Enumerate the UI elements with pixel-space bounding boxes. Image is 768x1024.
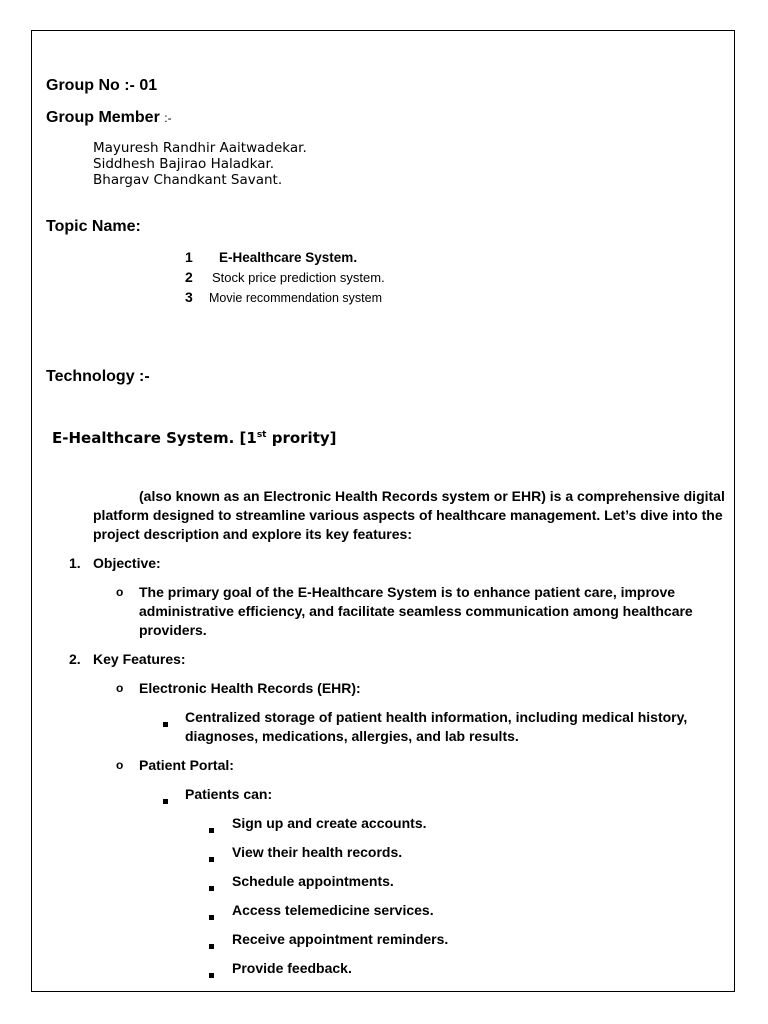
square-bullet-icon: [209, 907, 214, 925]
features-heading-number: 2.: [69, 651, 81, 667]
ehr-heading: Electronic Health Records (EHR):: [139, 680, 361, 696]
portal-heading: Patient Portal:: [139, 757, 234, 773]
topic-text: E-Healthcare System.: [219, 250, 358, 265]
intro-line: project description and explore its key features:: [93, 526, 412, 542]
square-bullet-icon: [209, 936, 214, 954]
portal-item: Schedule appointments.: [232, 873, 394, 889]
objective-heading: Objective:: [93, 555, 161, 571]
square-bullet-icon: [209, 849, 214, 867]
portal-item: View their health records.: [232, 844, 403, 860]
ehr-line: Centralized storage of patient health information, including medical history,: [185, 709, 688, 725]
square-bullet-icon: [209, 820, 214, 838]
topic-number: 1: [185, 249, 193, 265]
group-member-heading: [46, 109, 172, 127]
objective-line: administrative efficiency, and facilitate seamless communication among healthcare: [139, 603, 693, 619]
intro-line: (also known as an Electronic Health Records system or EHR) is a comprehensive digital: [139, 488, 725, 504]
portal-item: Receive appointment reminders.: [232, 931, 449, 947]
objective-line: providers.: [139, 622, 207, 638]
topic-number: 3: [185, 289, 193, 305]
circle-bullet-icon: o: [116, 585, 124, 599]
topic-number: 2: [185, 269, 193, 285]
group-no: Group No :- 01: [46, 77, 158, 94]
portal-item: Provide feedback.: [232, 960, 352, 976]
objective-line: The primary goal of the E-Healthcare System is to enhance patient care, improve: [139, 584, 676, 600]
square-bullet-icon: [209, 878, 214, 896]
member-name: Siddhesh Bajirao Haladkar.: [93, 156, 275, 172]
circle-bullet-icon: o: [116, 681, 124, 695]
group-member-sep: :-: [164, 111, 172, 125]
topic-item: [185, 269, 385, 287]
technology-label: Technology :-: [46, 368, 150, 385]
intro-line: platform designed to streamline various aspects of healthcare management. Let’s dive into the: [93, 507, 723, 523]
topic-text: Movie recommendation system: [209, 291, 382, 305]
section-title: [52, 429, 337, 447]
section-title-pre: E-Healthcare System. [1: [52, 429, 257, 447]
section-title-post: prority]: [266, 429, 337, 447]
topic-item: [185, 249, 357, 267]
square-bullet-icon: [163, 791, 168, 809]
topic-item: [185, 289, 382, 307]
square-bullet-icon: [209, 965, 214, 983]
features-heading: Key Features:: [93, 651, 186, 667]
ehr-line: diagnoses, medications, allergies, and lab results.: [185, 728, 519, 744]
circle-bullet-icon: o: [116, 758, 124, 772]
portal-item: Access telemedicine services.: [232, 902, 434, 918]
section-title-sup: st: [256, 430, 267, 440]
members-list: [93, 140, 307, 188]
topic-text: Stock price prediction system.: [212, 270, 385, 285]
member-name: Bhargav Chandkant Savant.: [93, 172, 283, 188]
portal-item: Sign up and create accounts.: [232, 815, 427, 831]
member-name: Mayuresh Randhir Aaitwadekar.: [93, 140, 307, 156]
square-bullet-icon: [163, 714, 168, 732]
group-member-label: Group Member: [46, 109, 160, 126]
topic-label: Topic Name:: [46, 218, 141, 235]
objective-heading-number: 1.: [69, 555, 81, 571]
patients-can: Patients can:: [185, 786, 273, 802]
